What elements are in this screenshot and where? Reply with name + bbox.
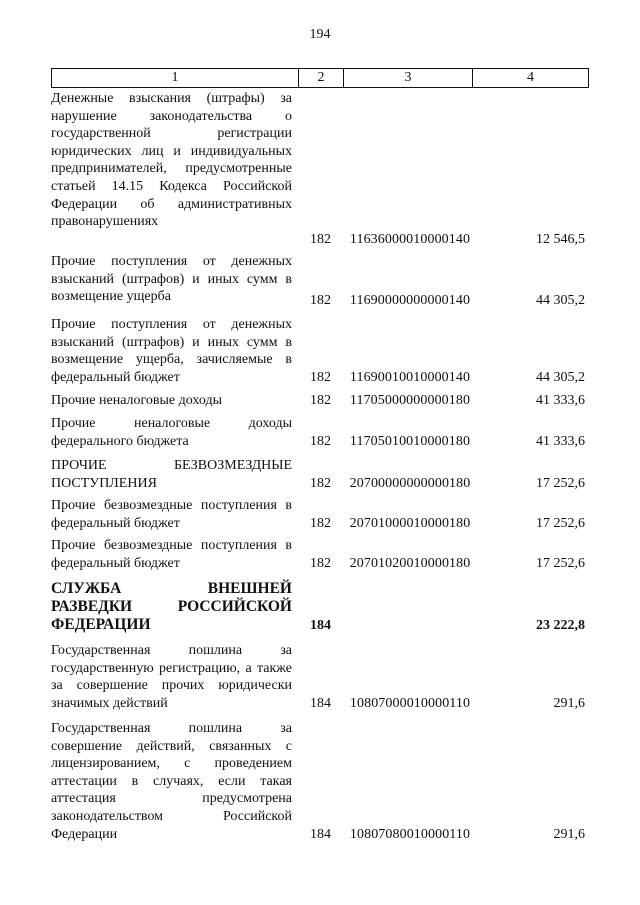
table-row xyxy=(51,392,589,410)
row-name: Прочие безвозмездные поступления в федеральный бюджет xyxy=(51,498,292,531)
row-admin-code: 182 xyxy=(310,370,331,386)
row-sum: 44 305,2 xyxy=(536,293,585,309)
row-name: Государственная пошлина за совершение действий, связанных с лицензированием, с проведением аттестации в случаях, если такая аттестация предусмотрена законодательством Российской Федерации xyxy=(51,721,292,842)
row-admin-code: 182 xyxy=(310,232,331,248)
row-sum: 12 546,5 xyxy=(536,232,585,248)
row-sum: 41 333,6 xyxy=(536,434,585,450)
row-revenue-code: 11705000000000180 xyxy=(349,393,471,409)
row-name: Денежные взыскания (штрафы) за нарушение законодательства о государственной регистрации юридических лиц и индивидуальных предпринимателей, предусмотренные статьей 14.15 Кодекса Российской Федерации об административных правонарушениях xyxy=(51,91,292,230)
header-col-3: 3 xyxy=(344,69,473,87)
row-admin-code: 182 xyxy=(310,293,331,309)
table-row xyxy=(51,497,589,533)
row-sum: 17 252,6 xyxy=(536,556,585,572)
table-row xyxy=(51,457,589,493)
row-revenue-code: 20701020010000180 xyxy=(349,556,471,572)
table-row xyxy=(51,90,589,249)
row-name: Прочие неналоговые доходы xyxy=(51,393,223,408)
row-revenue-code: 10807080010000110 xyxy=(349,827,471,843)
row-name: Прочие поступления от денежных взысканий (штрафов) и иных сумм в возмещение ущерба xyxy=(51,254,292,305)
row-admin-code: 184 xyxy=(310,696,331,712)
row-sum: 23 222,8 xyxy=(536,618,585,633)
row-sum: 291,6 xyxy=(553,827,585,843)
header-col-2: 2 xyxy=(299,69,344,87)
row-sum: 291,6 xyxy=(553,696,585,712)
table-body xyxy=(51,90,589,844)
table-row xyxy=(51,316,589,387)
page-number: 194 xyxy=(309,27,331,42)
row-admin-code: 182 xyxy=(310,516,331,532)
row-sum: 44 305,2 xyxy=(536,370,585,386)
table-row-section xyxy=(51,580,589,635)
row-name: Прочие безвозмездные поступления в федеральный бюджет xyxy=(51,538,292,571)
table-header xyxy=(51,68,589,88)
row-revenue-code: 20701000010000180 xyxy=(349,516,471,532)
table-row xyxy=(51,720,589,844)
row-name: ПРОЧИЕ БЕЗВОЗМЕЗДНЫЕ ПОСТУПЛЕНИЯ xyxy=(51,458,292,491)
row-admin-code: 182 xyxy=(310,434,331,450)
table-row xyxy=(51,415,589,451)
table-row xyxy=(51,537,589,573)
row-name: СЛУЖБА ВНЕШНЕЙ РАЗВЕДКИ РОССИЙСКОЙ ФЕДЕРАЦИИ xyxy=(51,580,292,633)
row-admin-code: 184 xyxy=(310,618,331,633)
table-row xyxy=(51,253,589,310)
header-col-1: 1 xyxy=(52,69,299,87)
row-admin-code: 184 xyxy=(310,827,331,843)
row-revenue-code: 11705010010000180 xyxy=(349,434,471,450)
header-col-4: 4 xyxy=(527,70,534,85)
row-revenue-code: 11690010010000140 xyxy=(349,370,471,386)
row-name: Государственная пошлина за государственную регистрацию, а также за совершение прочих юридически значимых действий xyxy=(51,643,292,711)
row-admin-code: 182 xyxy=(310,393,331,409)
row-sum: 17 252,6 xyxy=(536,516,585,532)
row-sum: 41 333,6 xyxy=(536,393,585,409)
row-revenue-code: 11636000010000140 xyxy=(349,232,471,248)
row-admin-code: 182 xyxy=(310,556,331,572)
row-name: Прочие неналоговые доходы федерального бюджета xyxy=(51,416,292,449)
row-name: Прочие поступления от денежных взысканий (штрафов) и иных сумм в возмещение ущерба, зачисляемые в федеральный бюджет xyxy=(51,317,292,385)
row-sum: 17 252,6 xyxy=(536,476,585,492)
row-revenue-code: 10807000010000110 xyxy=(349,696,471,712)
table-row xyxy=(51,642,589,713)
row-revenue-code: 20700000000000180 xyxy=(349,476,471,492)
row-revenue-code: 11690000000000140 xyxy=(349,293,471,309)
row-admin-code: 182 xyxy=(310,476,331,492)
